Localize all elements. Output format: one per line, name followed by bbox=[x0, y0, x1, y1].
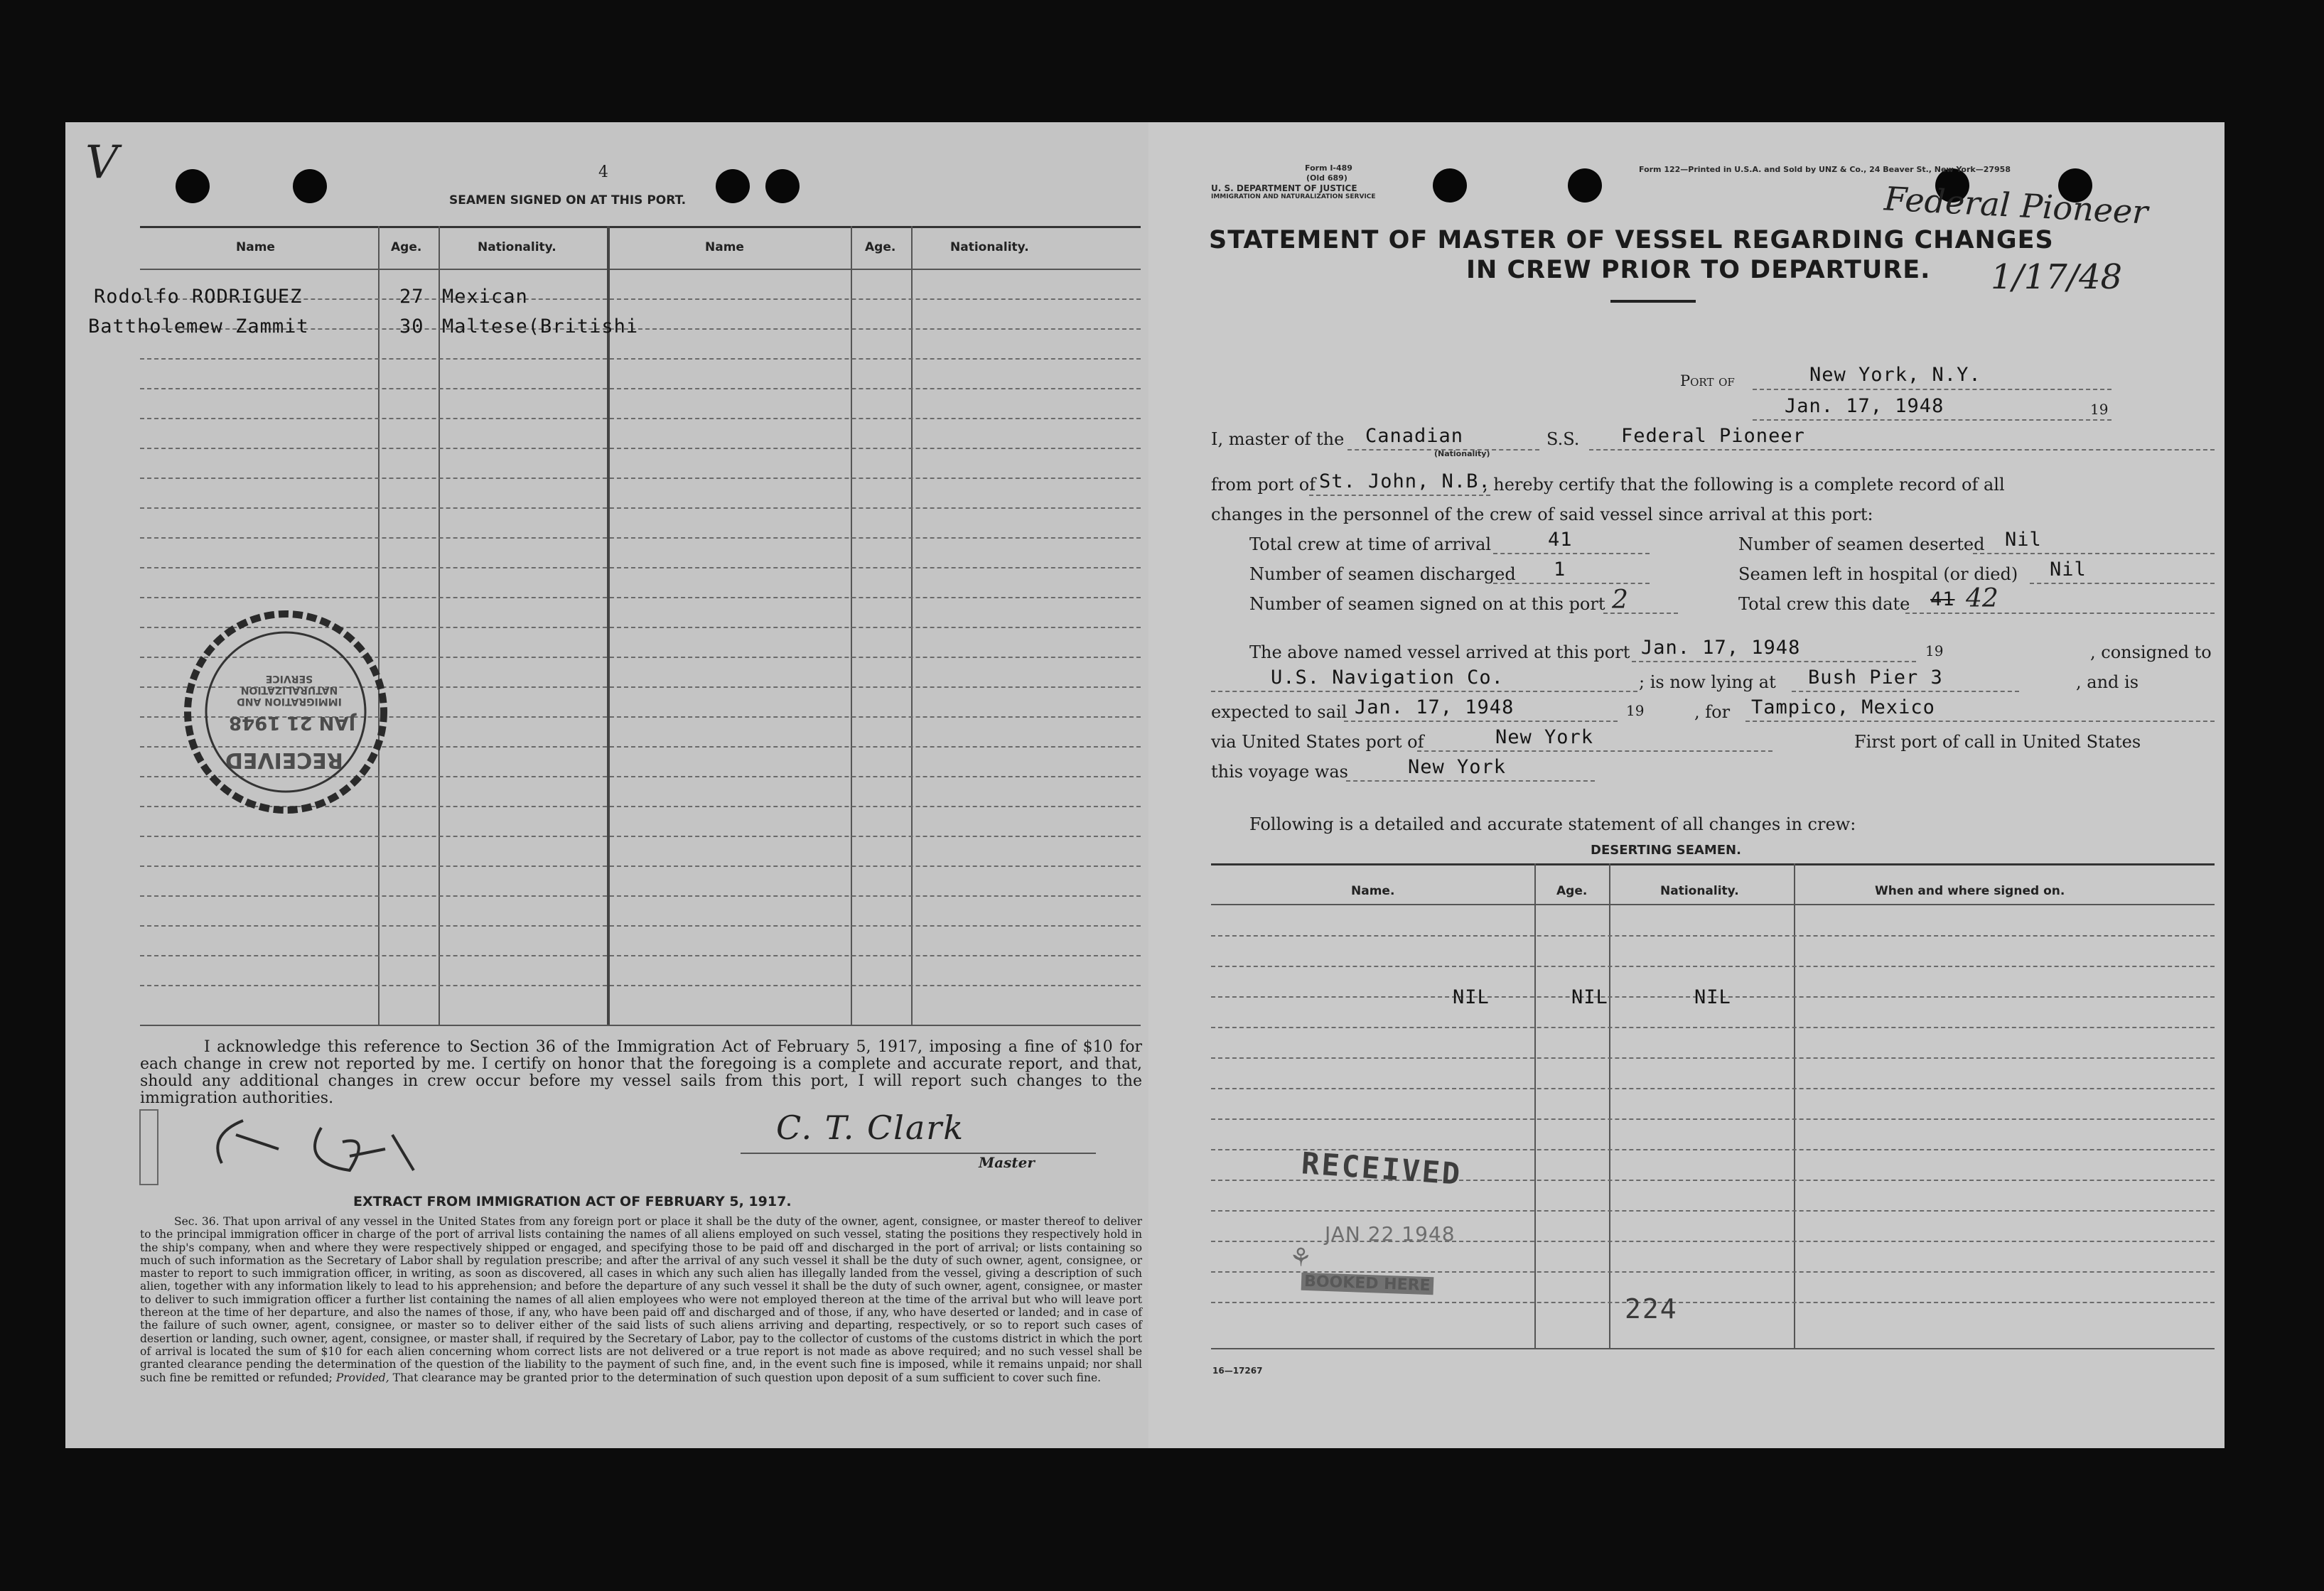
seaman-name: Rodolfo RODRIGUEZ bbox=[94, 286, 303, 308]
punch-hole bbox=[716, 169, 750, 203]
following-text: Following is a detailed and accurate statement of all changes in crew: bbox=[1249, 814, 1856, 834]
form-title-line-2: IN CREW PRIOR TO DEPARTURE. bbox=[1466, 256, 1931, 284]
seal-icon: ⚘ bbox=[1289, 1244, 1313, 1273]
deserting-nationality-value: NIL bbox=[1694, 986, 1731, 1008]
total-arrival-value: 41 bbox=[1548, 529, 1573, 551]
for-value: Tampico, Mexico bbox=[1751, 696, 1935, 718]
voyage-value: New York bbox=[1408, 756, 1507, 778]
master-signature: C. T. Clark bbox=[776, 1109, 965, 1147]
total-date-label: Total crew this date bbox=[1738, 594, 1910, 614]
consigned-label: , consigned to bbox=[2090, 642, 2212, 662]
expected-label: expected to sail bbox=[1211, 702, 1347, 722]
hospital-label: Seamen left in hospital (or died) bbox=[1738, 564, 2018, 584]
arrived-value: Jan. 17, 1948 bbox=[1641, 637, 1801, 659]
deserting-title: DESERTING SEAMEN. bbox=[1591, 843, 1741, 858]
changes-text: changes in the personnel of the crew of said vessel since arrival at this port: bbox=[1211, 505, 1873, 524]
stamp-date: JAN 21 1948 bbox=[229, 712, 356, 733]
stamp-service: IMMIGRATION AND NATURALIZATION SERVICE bbox=[237, 673, 342, 707]
nationality-value: Canadian bbox=[1365, 425, 1464, 447]
punch-hole bbox=[176, 169, 210, 203]
col-header-age: Age. bbox=[391, 240, 422, 254]
right-page bbox=[1148, 122, 2225, 1448]
footer-code: 16—17267 bbox=[1212, 1366, 1263, 1376]
discharged-value: 1 bbox=[1554, 559, 1566, 581]
port-label: Port of bbox=[1680, 372, 1735, 389]
received-stamp-date: JAN 22 1948 bbox=[1325, 1222, 1456, 1246]
via-label: via United States port of bbox=[1211, 732, 1424, 752]
seaman-age: 30 bbox=[399, 315, 424, 338]
extract-title: EXTRACT FROM IMMIGRATION ACT OF FEBRUARY 5, 1917. bbox=[353, 1194, 792, 1209]
punch-hole bbox=[293, 169, 327, 203]
deserting-col-signed-on: When and where signed on. bbox=[1875, 884, 2065, 898]
punch-hole bbox=[1433, 168, 1467, 203]
received-stamp-office: BOOKED HERE bbox=[1301, 1273, 1433, 1295]
and-is-label: , and is bbox=[2076, 672, 2139, 692]
total-date-struck: 41 bbox=[1930, 588, 1955, 610]
received-stamp bbox=[179, 605, 392, 819]
consignee-value: U.S. Navigation Co. bbox=[1271, 667, 1504, 689]
col-header-name-2: Name bbox=[705, 240, 744, 254]
expected-value: Jan. 17, 1948 bbox=[1355, 696, 1515, 718]
left-page bbox=[65, 122, 1148, 1448]
deserting-col-nationality: Nationality. bbox=[1660, 884, 1739, 898]
port-value: New York, N.Y. bbox=[1809, 364, 1981, 386]
expected-year: 19 bbox=[1626, 702, 1645, 719]
check-mark: V bbox=[85, 136, 119, 189]
page-number: 4 bbox=[598, 163, 608, 181]
punch-hole bbox=[1568, 168, 1602, 203]
lying-value: Bush Pier 3 bbox=[1808, 667, 1943, 689]
discharged-label: Number of seamen discharged bbox=[1249, 564, 1516, 584]
via-value: New York bbox=[1495, 726, 1594, 748]
col-header-nationality: Nationality. bbox=[478, 240, 556, 254]
department: U. S. DEPARTMENT OF JUSTICE bbox=[1211, 183, 1357, 193]
deserted-label: Number of seamen deserted bbox=[1738, 534, 1985, 554]
arrived-label: The above named vessel arrived at this port bbox=[1249, 642, 1630, 662]
seaman-name: Battholemew Zammit bbox=[88, 315, 309, 338]
col-header-age-2: Age. bbox=[865, 240, 896, 254]
section-label: Sec. 36. bbox=[174, 1215, 220, 1228]
total-arrival-label: Total crew at time of arrival bbox=[1249, 534, 1492, 554]
deserting-age-value: NIL bbox=[1571, 986, 1608, 1008]
lying-label: ; is now lying at bbox=[1639, 672, 1776, 692]
first-port-label: First port of call in United States bbox=[1854, 732, 2141, 752]
certify-text: , hereby certify that the following is a complete record of all bbox=[1483, 475, 2005, 495]
seaman-nationality: Maltese(Britishi bbox=[442, 315, 639, 338]
stamp-received-label: RECEIVED bbox=[225, 748, 343, 772]
voyage-label: this voyage was bbox=[1211, 762, 1348, 782]
from-port-label: from port of bbox=[1211, 475, 1316, 495]
form-number: Form I-489 bbox=[1305, 163, 1352, 173]
from-port-value: St. John, N.B. bbox=[1319, 470, 1491, 492]
master-of-label: I, master of the bbox=[1211, 429, 1345, 449]
file-number: 224 bbox=[1625, 1293, 1678, 1325]
year-suffix: 19 bbox=[2090, 401, 2109, 418]
seaman-nationality: Mexican bbox=[442, 286, 528, 308]
section-proviso: Provided, bbox=[335, 1371, 389, 1384]
section-end: That clearance may be granted prior to the determination of such question upon deposit of a sum sufficient to cover such fine. bbox=[392, 1371, 1102, 1384]
signed-on-label: Number of seamen signed on at this port bbox=[1249, 594, 1605, 614]
deserting-name-value: NIL bbox=[1453, 986, 1490, 1008]
total-date-value: 42 bbox=[1966, 584, 1998, 613]
seaman-age: 27 bbox=[399, 286, 424, 308]
deserting-col-name: Name. bbox=[1351, 884, 1395, 898]
hospital-value: Nil bbox=[2050, 559, 2087, 581]
handwritten-ship-name: Federal Pioneer bbox=[1883, 179, 2149, 232]
date-value: Jan. 17, 1948 bbox=[1785, 395, 1944, 417]
master-label: Master bbox=[979, 1154, 1035, 1171]
col-header-nationality-2: Nationality. bbox=[950, 240, 1029, 254]
col-header-name: Name bbox=[236, 240, 275, 254]
punch-hole bbox=[765, 169, 800, 203]
form-old-number: (Old 689) bbox=[1306, 173, 1347, 183]
deserting-col-age: Age. bbox=[1556, 884, 1588, 898]
section-36-text bbox=[140, 1215, 1142, 1384]
nationality-caption: (Nationality) bbox=[1434, 449, 1490, 458]
initials-scribble bbox=[136, 1106, 492, 1192]
acknowledgement-text: I acknowledge this reference to Section 36 of the Immigration Act of February 5, 1917, imposing a fine of $10 for each change in crew not reported by me. I certify on honor that the foregoing is a complete and accurate report, and that, should any additional changes in crew occur before my vessel sails from this port, I will report such changes to the immigration authorities. bbox=[140, 1038, 1142, 1107]
for-label: , for bbox=[1694, 702, 1731, 722]
received-stamp-text: RECEIVED bbox=[1300, 1145, 1463, 1192]
vessel-name-value: Federal Pioneer bbox=[1621, 425, 1805, 447]
arrived-year: 19 bbox=[1925, 642, 1944, 659]
section-body: That upon arrival of any vessel in the United States from any foreign port or place it shall be the duty of the owner, agent, consignee, or master thereof to deliver to the principal immigration officer in charge of the port of arrival lists containing the names of all aliens employed on such vessel, stating the positions they respectively hold in the ship's company, when and where they were respectively shipped or engaged, and specifying those to be paid off and discharged in the port of arrival; or lists containing so much of such information as the Secretary of Labor shall by regulation prescribe; and after the arrival of any such vessel it shall be the duty of such owner, agent, consignee, or master to report to such immigration officer, in writing, as soon as discovered, all cases in which any such alien has illegally landed from the vessel, giving a description of such alien, together with any information likely to lead to his apprehension; and before the departure of any such vessel it shall be the duty of such owner, agent, consignee, or master to deliver to such immigration officer a further list containing the names of all alien employees who were not employed thereon at the time of the arrival but who will leave port thereon at the time of her departure, and also the names of those, if any, who have been paid off and discharged and of those, if any, who have deserted or landed; and in case of the failure of such owner, agent, consignee, or master so to deliver either of the said lists of such aliens arriving and departing, respectively, or so to report such cases of desertion or landing, such owner, agent, consignee, or master shall, if required by the Secretary of Labor, pay to the collector of customs of the customs district in which the port of arrival is located the sum of $10 for each alien concerning whom correct lists are not delivered or a true report is not made as above required; and no such vessel shall be granted clearance pending the determination of the question of the liability to the payment of such fine, and, in the event such fine is imposed, while it remains unpaid; nor shall such fine be remitted or refunded; bbox=[140, 1215, 1142, 1384]
deserted-value: Nil bbox=[2005, 529, 2042, 551]
section-title: SEAMEN SIGNED ON AT THIS PORT. bbox=[449, 193, 687, 207]
handwritten-date: 1/17/48 bbox=[1991, 257, 2123, 297]
form-title-line-1: STATEMENT OF MASTER OF VESSEL REGARDING CHANGES bbox=[1209, 226, 2054, 254]
printer-note: Form 122—Printed in U.S.A. and Sold by UNZ & Co., 24 Beaver St., New York—27958 bbox=[1639, 165, 2011, 174]
ss-label: S.S. bbox=[1546, 429, 1580, 449]
signed-on-value: 2 bbox=[1612, 586, 1628, 615]
service: IMMIGRATION AND NATURALIZATION SERVICE bbox=[1211, 193, 1376, 200]
